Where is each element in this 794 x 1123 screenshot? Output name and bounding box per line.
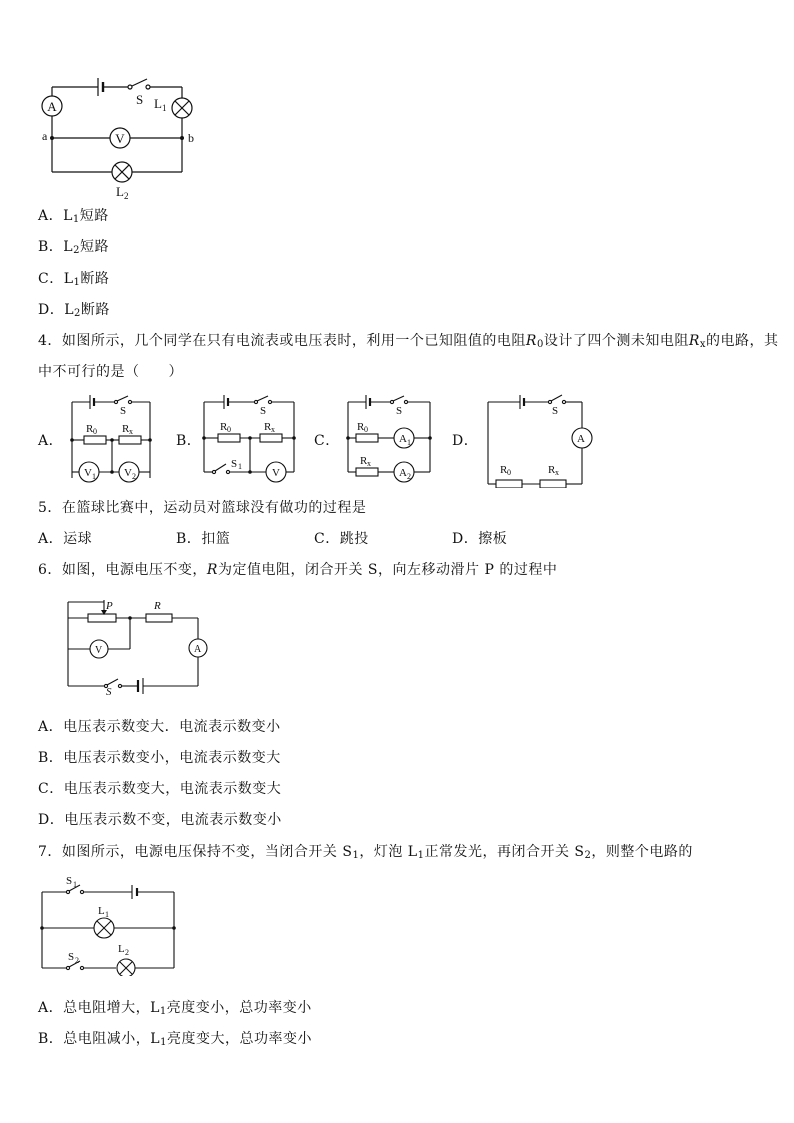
q7-stem: [38, 843, 693, 865]
q3-option-a[interactable]: [38, 207, 109, 229]
q6-stem-part: 为定值电阻，闭合开关 S，向左移动滑片 P 的过程中: [217, 562, 558, 578]
option-subscript: 1: [160, 1037, 167, 1048]
q3-lamp2-sub: 2: [124, 191, 129, 201]
q4a-r0-label: R: [86, 423, 94, 435]
q7-s1-label: S: [66, 875, 73, 887]
q7-stem-part: 7．如图所示，电源电压保持不变，当闭合开关 S: [38, 844, 353, 860]
option-text: 短路: [79, 208, 109, 224]
q7-l2-label-sub: 2: [125, 948, 129, 957]
option-symbol: L: [63, 239, 74, 255]
option-letter: C．: [38, 271, 64, 287]
q4a-v1-label: V: [84, 467, 92, 479]
q4-stem-line1: [38, 332, 779, 354]
q4-rx-symbol: R: [688, 333, 700, 349]
option-letter: D．: [38, 812, 65, 828]
q4-r0-sub: 0: [536, 339, 544, 350]
q6-r-symbol: R: [206, 562, 218, 578]
q7-l1-label-sub: 1: [105, 910, 109, 919]
q4-stem-part: 4．如图所示，几个同学在只有电流表或电压表时，利用一个已知阻值的电阻: [38, 333, 526, 349]
option-letter: A．: [38, 719, 64, 735]
option-letter: D．: [38, 302, 65, 318]
q5-stem: 5．在篮球比赛中，运动员对篮球没有做功的过程是: [38, 500, 367, 516]
option-text: 总电阻增大，L: [63, 1000, 160, 1016]
q4-circuit-a: [64, 392, 156, 488]
q4c-r0-label: R: [357, 421, 365, 433]
q6-stem-part: 6．如图，电源电压不变，: [38, 562, 207, 578]
q7-s1-label-sub: 1: [73, 880, 77, 889]
option-symbol: L: [64, 302, 75, 318]
option-subscript: 2: [73, 245, 80, 256]
q6-option-c[interactable]: [38, 780, 281, 798]
q3-option-c[interactable]: [38, 270, 109, 292]
q4d-ammeter-label: A: [577, 433, 585, 445]
q3-option-b[interactable]: [38, 238, 109, 260]
option-letter: A．: [38, 208, 64, 224]
q6-resistor-r-label: R: [154, 600, 161, 612]
q4-r0-symbol: R: [525, 333, 537, 349]
q6-option-b[interactable]: [38, 749, 281, 767]
option-subscript: 1: [72, 214, 80, 225]
option-symbol: L: [63, 208, 73, 224]
q6-stem: [38, 561, 557, 579]
q4-label-a[interactable]: A．: [38, 433, 64, 449]
q4c-a2-label: A: [399, 467, 407, 479]
option-letter: B．: [38, 239, 64, 255]
option-letter: B．: [176, 531, 202, 547]
q4c-rx-sub: x: [367, 459, 371, 468]
q7-stem-part: ，则整个电路的: [591, 844, 693, 860]
q4a-rx-sub: x: [129, 427, 133, 436]
q4a-r0-sub: 0: [93, 427, 97, 436]
option-text: 总电阻减小，L: [63, 1031, 161, 1047]
q4c-a1-sub: 1: [407, 438, 411, 447]
q4-stem-part: 设计了四个测未知电阻: [543, 333, 689, 349]
q6-slider-p-label: P: [106, 600, 113, 612]
q4b-rx-label: R: [264, 421, 272, 433]
q4d-r0-label: R: [500, 464, 508, 476]
q6-circuit-figure: [60, 592, 220, 696]
q4-circuit-b: [198, 392, 300, 484]
option-text: 电压表示数变大．电流表示数变小: [63, 719, 281, 735]
option-text: 电压表示数变小，电流表示数变大: [63, 750, 281, 766]
q4-circuit-d: [482, 388, 602, 488]
q6-option-d[interactable]: [38, 811, 282, 829]
option-letter: A．: [38, 531, 64, 547]
q4d-r0-sub: 0: [507, 468, 511, 477]
q5-option-b[interactable]: [176, 530, 230, 548]
q7-s2-sub: 2: [584, 850, 592, 861]
q7-l1-sub: 1: [417, 850, 425, 861]
q4b-r0-sub: 0: [227, 425, 231, 434]
q7-circuit-figure: [36, 872, 186, 976]
q5-option-c[interactable]: [314, 530, 369, 548]
q4c-a1-label: A: [399, 433, 407, 445]
q4b-s1-label: S: [231, 458, 238, 470]
q3-node-a: a: [42, 129, 48, 143]
q3-node-b: b: [188, 131, 194, 145]
option-text: 亮度变小，总功率变小: [166, 1000, 312, 1016]
option-subscript: 2: [74, 308, 81, 319]
option-letter: A．: [38, 1000, 64, 1016]
q7-option-a[interactable]: [38, 999, 312, 1021]
q4a-v1-sub: 1: [92, 472, 96, 481]
option-text: 电压表示数不变，电流表示数变小: [64, 812, 282, 828]
option-subscript: 1: [73, 277, 81, 288]
q3-lamp1-label: L: [154, 96, 162, 111]
option-text: 电压表示数变大，电流表示数变大: [63, 781, 282, 797]
q4b-rx-sub: x: [271, 425, 275, 434]
q4c-r0-sub: 0: [364, 425, 368, 434]
q6-switch-label: S: [106, 686, 112, 696]
q7-s2-label-sub: 2: [75, 956, 79, 965]
q4b-switch-label: S: [260, 405, 267, 417]
option-subscript: 1: [159, 1006, 167, 1017]
option-symbol: L: [63, 271, 74, 287]
q4a-v2-label: V: [124, 467, 132, 479]
option-text: 扣篮: [201, 531, 231, 547]
q4-label-c[interactable]: C．: [314, 433, 340, 449]
q4d-switch-label: S: [552, 405, 559, 417]
q4-label-b[interactable]: B．: [176, 433, 202, 449]
q4-rx-sub: x: [699, 339, 707, 350]
q4c-switch-label: S: [396, 405, 403, 417]
option-letter: B．: [38, 1031, 64, 1047]
option-letter: C．: [38, 781, 64, 797]
q4a-v2-sub: 2: [132, 472, 136, 481]
q3-circuit-figure: [30, 72, 210, 202]
option-text: 断路: [80, 271, 110, 287]
q3-switch-label: S: [136, 92, 144, 107]
q4a-rx-label: R: [122, 423, 130, 435]
q4-label-d[interactable]: D．: [452, 433, 479, 449]
q3-lamp2-label: L: [116, 184, 124, 199]
q6-voltmeter-label: V: [95, 645, 103, 656]
q3-option-d[interactable]: [38, 301, 110, 323]
q6-ammeter-label: A: [194, 644, 202, 655]
q4-stem-line2: 中不可行的是（ ）: [38, 364, 183, 380]
q4b-r0-label: R: [220, 421, 228, 433]
option-text: 短路: [79, 239, 109, 255]
q7-stem-part: ，灯泡 L: [359, 844, 418, 860]
option-letter: D．: [452, 531, 479, 547]
option-text: 亮度变大，总功率变小: [166, 1031, 312, 1047]
q3-lamp1-sub: 1: [162, 103, 167, 113]
q4d-rx-label: R: [548, 464, 556, 476]
option-text: 断路: [80, 302, 110, 318]
q4a-switch-label: S: [120, 405, 127, 417]
q7-s2-label: S: [68, 951, 75, 963]
option-text: 擦板: [478, 531, 508, 547]
q4-stem-part: 的电路，其: [706, 333, 779, 349]
q4b-v-label: V: [272, 467, 280, 479]
q5-option-a[interactable]: [38, 530, 92, 548]
option-letter: C．: [314, 531, 340, 547]
option-text: 跳投: [339, 531, 369, 547]
q4c-rx-label: R: [360, 455, 368, 467]
q5-option-d[interactable]: [452, 530, 507, 548]
q3-ammeter-label: A: [47, 99, 57, 114]
q7-s1-sub: 1: [352, 850, 360, 861]
option-text: 运球: [63, 531, 93, 547]
q7-l2-label: L: [118, 943, 125, 955]
option-letter: B．: [38, 750, 64, 766]
q4d-rx-sub: x: [555, 468, 559, 477]
q3-voltmeter-label: V: [115, 131, 125, 146]
q4b-s1-sub: 1: [238, 462, 242, 471]
q7-option-b[interactable]: [38, 1030, 312, 1052]
q4c-a2-sub: 2: [407, 472, 411, 481]
q4-circuit-c: [342, 392, 436, 486]
q6-option-a[interactable]: [38, 718, 281, 736]
q7-l1-label: L: [98, 905, 105, 917]
q7-stem-part: 正常发光，再闭合开关 S: [424, 844, 585, 860]
